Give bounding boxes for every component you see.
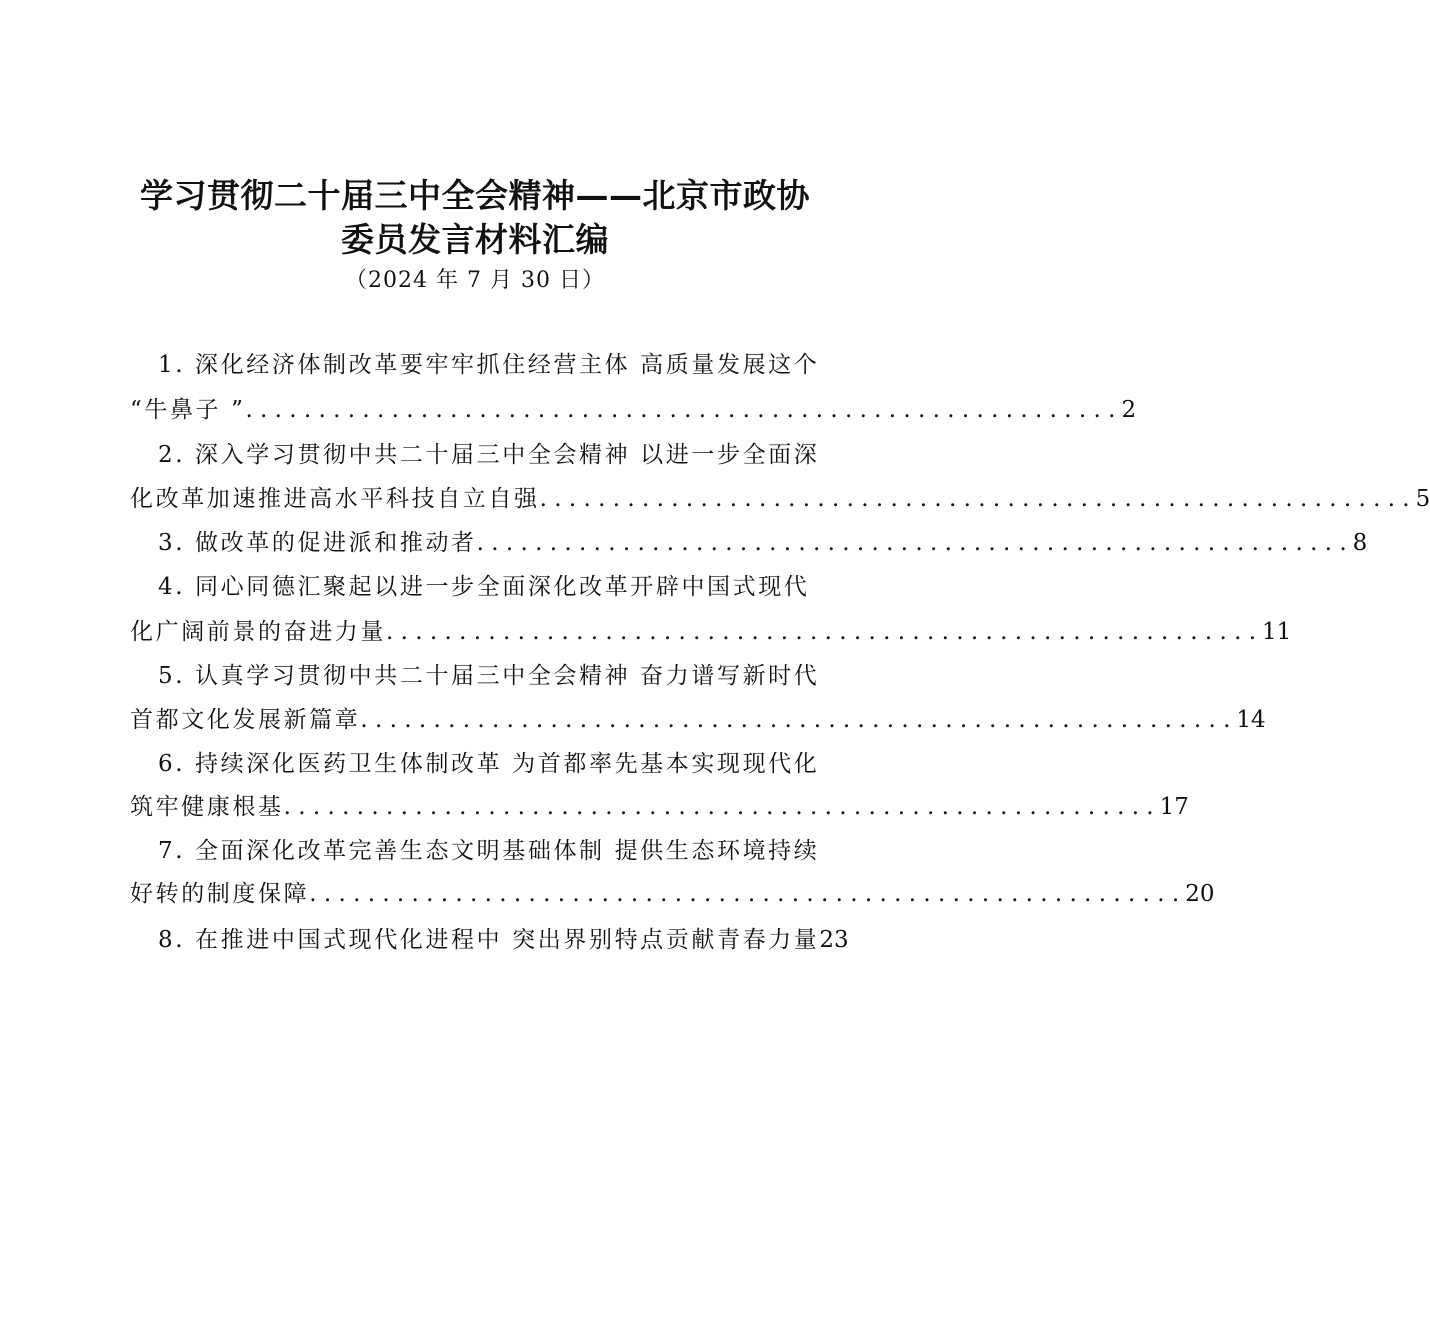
toc-entry-3-line-1[interactable]: [158, 528, 1368, 558]
toc-leader-dots: . . . . . . . . . . . . . . . . . . . . . . . . . . . . . . . . . . . . . . . . . . . . . . . . . . . . . . . . . . . .: [360, 707, 1231, 733]
toc-page-number: 17: [1159, 794, 1189, 820]
toc-entry-6-line-2[interactable]: [130, 792, 1189, 822]
toc-leader-dots: . . . . . . . . . . . . . . . . . . . . . . . . . . . . . . . . . . . . . . . . . . . . . . . . . . . . . . . . . . . .: [309, 881, 1180, 907]
toc-entry-text: 2. 深入学习贯彻中共二十届三中全会精神 以进一步全面深: [158, 442, 820, 468]
toc-leader-dots: . . . . . . . . . . . . . . . . . . . . . . . . . . . . . . . . . . . . . . . . . . . . . . . . . . . . . . . . . . . .: [476, 530, 1347, 556]
toc-page-number: 5: [1415, 486, 1430, 512]
toc-entry-7-line-1: [158, 836, 830, 866]
document-title-line-2: 委员发言材料汇编: [341, 220, 609, 259]
toc-entry-8-line-1[interactable]: [158, 925, 848, 955]
toc-entry-text: 好转的制度保障: [130, 881, 310, 907]
toc-entry-1-line-2[interactable]: [130, 395, 1137, 425]
toc-entry-5-line-2[interactable]: [130, 705, 1266, 735]
toc-leader-dots: . . . . . . . . . . . . . . . . . . . . . . . . . . . . . . . . . . . . . . . . . . . . . . . . . . . . . . . . . . . .: [283, 794, 1154, 820]
toc-entry-4-line-1: [158, 572, 830, 602]
toc-entry-text: 首都文化发展新篇章: [130, 707, 361, 733]
toc-entry-6-line-1: [158, 749, 830, 779]
toc-entry-text: 化广阔前景的奋进力量: [130, 619, 386, 645]
toc-page-number: 14: [1236, 707, 1266, 733]
toc-entry-7-line-2[interactable]: [130, 879, 1215, 909]
toc-entry-text: 3. 做改革的促进派和推动者: [158, 530, 477, 556]
toc-entry-text: 筑牢健康根基: [130, 794, 284, 820]
document-title-line-1: 学习贯彻二十届三中全会精神——北京市政协: [140, 176, 810, 215]
toc-entry-text: 化改革加速推进高水平科技自立自强: [130, 486, 540, 512]
toc-page-number: 11: [1262, 619, 1292, 645]
document-date: （2024 年 7 月 30 日）: [345, 268, 605, 293]
toc-entry-4-line-2[interactable]: [130, 617, 1292, 647]
toc-entry-text: 5. 认真学习贯彻中共二十届三中全会精神 奋力谱写新时代: [158, 663, 820, 689]
toc-page-number: 2: [1121, 397, 1137, 423]
toc-entry-text: 8. 在推进中国式现代化进程中 突出界别特点贡献青春力量: [158, 927, 820, 953]
toc-entry-text: 4. 同心同德汇聚起以进一步全面深化改革开辟中国式现代: [158, 574, 810, 600]
toc-entry-2-line-2[interactable]: [130, 484, 1430, 514]
toc-entry-text: 6. 持续深化医药卫生体制改革 为首都率先基本实现现代化: [158, 751, 820, 777]
toc-entry-text: 7. 全面深化改革完善生态文明基础体制 提供生态环境持续: [158, 838, 820, 864]
toc-entry-text: “牛鼻子 ”: [130, 397, 246, 423]
toc-leader-dots: . . . . . . . . . . . . . . . . . . . . . . . . . . . . . . . . . . . . . . . . . . . . . . . . . . . . . . . . . . . .: [539, 486, 1410, 512]
toc-entry-2-line-1: [158, 440, 830, 470]
toc-page-number: 8: [1352, 530, 1368, 556]
toc-page-number: 23: [819, 927, 849, 953]
toc-entry-text: 1. 深化经济体制改革要牢牢抓住经营主体 高质量发展这个: [158, 352, 820, 378]
toc-entry-1-line-1: [158, 350, 830, 380]
toc-leader-dots: . . . . . . . . . . . . . . . . . . . . . . . . . . . . . . . . . . . . . . . . . . . . . . . . . . . . . . . . . . . .: [245, 397, 1116, 423]
toc-page-number: 20: [1185, 881, 1215, 907]
toc-entry-5-line-1: [158, 661, 830, 691]
toc-leader-dots: . . . . . . . . . . . . . . . . . . . . . . . . . . . . . . . . . . . . . . . . . . . . . . . . . . . . . . . . . . . .: [386, 619, 1257, 645]
